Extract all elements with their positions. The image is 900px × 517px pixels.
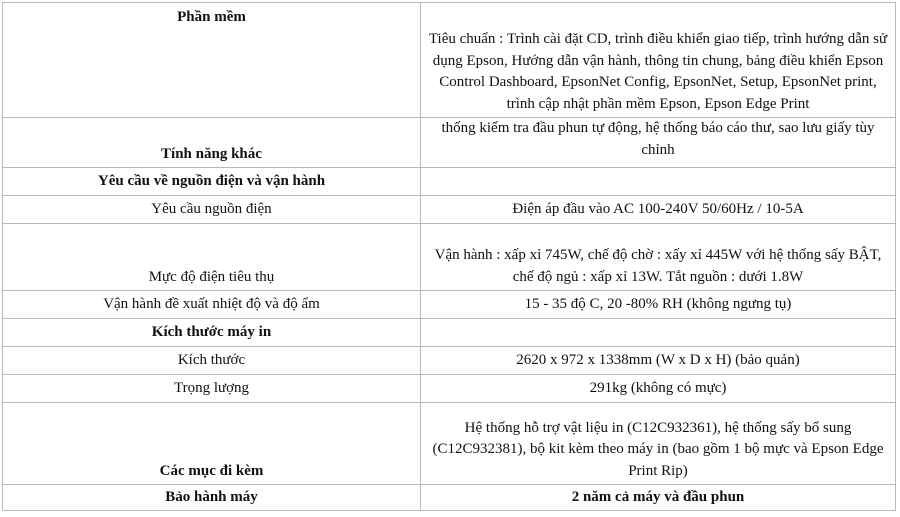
row-value-weight: 291kg (không có mực) — [421, 375, 896, 403]
row-value-dimensions: 2620 x 972 x 1338mm (W x D x H) (bảo quản) — [421, 347, 896, 375]
table-row — [3, 485, 896, 511]
specifications-table — [2, 2, 896, 511]
row-label-warranty: Bảo hành máy — [3, 485, 421, 511]
row-label-power-requirement: Yêu cầu nguồn điện — [3, 196, 421, 224]
table-row — [3, 118, 896, 168]
row-label-dimensions: Kích thước — [3, 347, 421, 375]
row-value-warranty: 2 năm cả máy và đầu phun — [421, 485, 896, 511]
row-label-power-consumption: Mực độ điện tiêu thụ — [3, 224, 421, 291]
row-value-power-consumption: Vận hành : xấp xỉ 745W, chế độ chờ : xấy xỉ 445W với hệ thống sấy BẬT, chế độ ngủ : xấp xỉ 13W. Tắt nguồn : dưới 1.8W — [421, 224, 896, 291]
row-value-included-items: Hệ thống hỗ trợ vật liệu in (C12C932361), hệ thống sấy bổ sung (C12C932381), bộ kit kèm theo máy in (bao gồm 1 bộ mực và Epson Edge Print Rip) — [421, 403, 896, 485]
section-header-dimensions: Kích thước máy in — [3, 319, 421, 347]
table-row — [3, 291, 896, 319]
row-label-software: Phần mềm — [3, 3, 421, 118]
table-row — [3, 168, 896, 196]
row-value-software: Tiêu chuẩn : Trình cài đặt CD, trình điều khiển giao tiếp, trình hướng dẫn sử dụng Epson, Hướng dẫn vận hành, thông tin chung, bảng điều khiển Epson Control Dashboard, EpsonNet Config, EpsonNet, Setup, EpsonNet print, trình cập nhật phần mềm Epson, Epson Edge Print — [421, 3, 896, 118]
row-label-other-features: Tính năng khác — [3, 118, 421, 168]
row-label-weight: Trọng lượng — [3, 375, 421, 403]
table-row — [3, 3, 896, 118]
row-value-empty — [421, 168, 896, 196]
row-value-empty — [421, 319, 896, 347]
table-row — [3, 196, 896, 224]
row-label-included-items: Các mục đi kèm — [3, 403, 421, 485]
row-value-temperature-humidity: 15 - 35 độ C, 20 -80% RH (không ngưng tụ) — [421, 291, 896, 319]
row-value-other-features: thống kiểm tra đầu phun tự động, hệ thống báo cáo thư, sao lưu giấy tùy chỉnh — [421, 118, 896, 168]
row-value-power-requirement: Điện áp đầu vào AC 100-240V 50/60Hz / 10-5A — [421, 196, 896, 224]
table-row — [3, 403, 896, 485]
table-row — [3, 319, 896, 347]
section-header-power: Yêu cầu về nguồn điện và vận hành — [3, 168, 421, 196]
table-row — [3, 375, 896, 403]
table-row — [3, 347, 896, 375]
table-row — [3, 224, 896, 291]
row-label-temperature-humidity: Vận hành đề xuất nhiệt độ và độ ẩm — [3, 291, 421, 319]
